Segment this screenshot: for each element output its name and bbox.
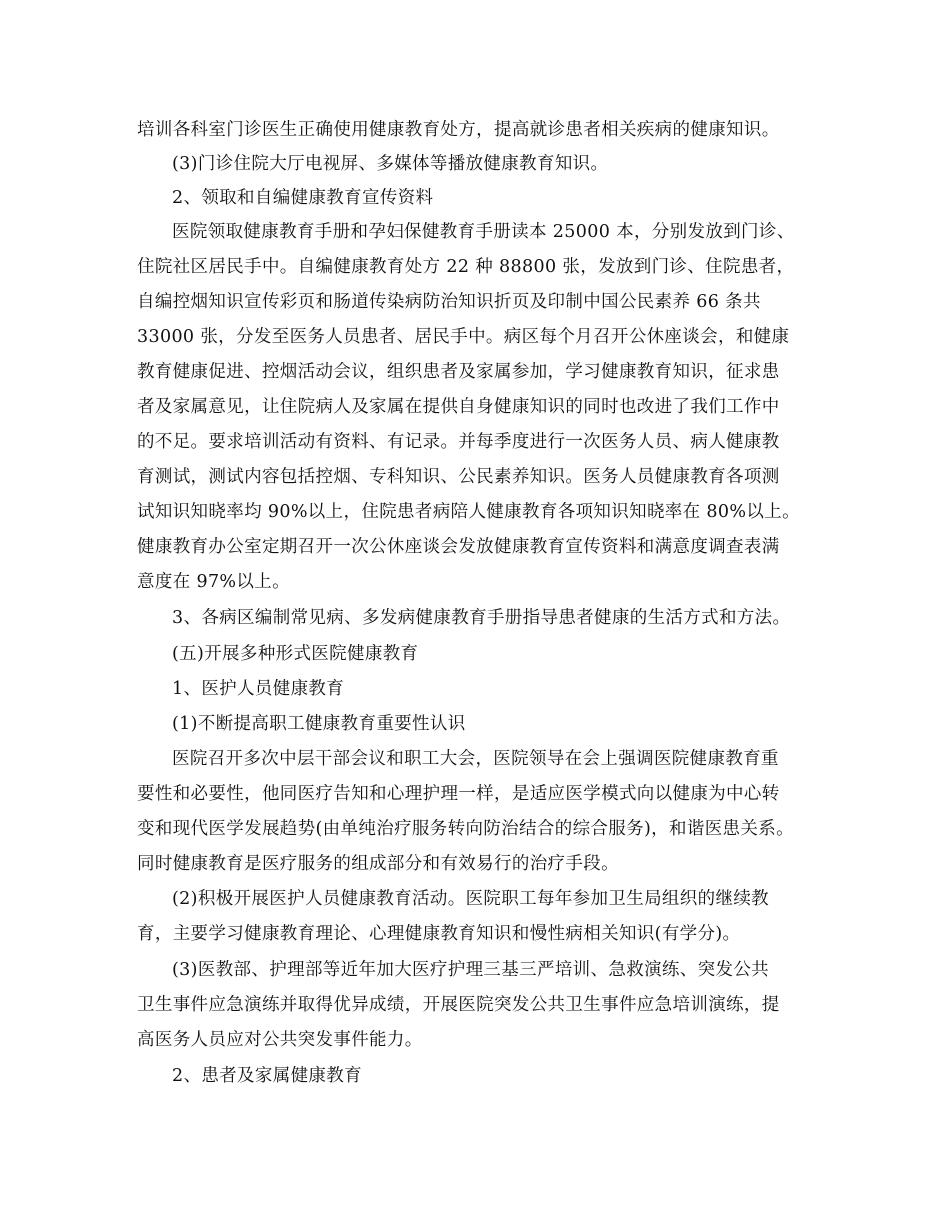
- text-line: 变和现代医学发展趋势(由单纯治疗服务转向防治结合的综合服务)，和谐医患关系。: [137, 819, 794, 839]
- text-line: 同时健康教育是医疗服务的组成部分和有效易行的治疗手段。: [137, 854, 619, 874]
- text-line: 教育健康促进、控烟活动会议，组织患者及家属参加，学习健康教育知识，征求患: [137, 362, 780, 382]
- text-line: 者及家属意见，让住院病人及家属在提供自身健康知识的同时也改进了我们工作中: [137, 397, 780, 417]
- text-line: 培训各科室门诊医生正确使用健康教育处方，提高就诊患者相关疾病的健康知识。: [137, 120, 780, 140]
- text-line: 要性和必要性，他同医疗告知和心理护理一样，是适应医学模式向以健康为中心转: [137, 784, 780, 804]
- text-line: 自编控烟知识宣传彩页和肠道传染病防治知识折页及印制中国公民素养 66 条共: [137, 292, 761, 312]
- text-line: (3)门诊住院大厅电视屏、多媒体等播放健康教育知识。: [172, 154, 609, 174]
- section-heading: 1、医护人员健康教育: [172, 679, 345, 699]
- section-heading: 2、领取和自编健康教育宣传资料: [172, 188, 434, 208]
- text-line: 医院领取健康教育手册和孕妇保健教育手册读本 25000 本，分别发放到门诊、: [172, 222, 795, 242]
- text-line: 健康教育办公室定期召开一次公休座谈会发放健康教育宣传资料和满意度调查表满: [137, 537, 780, 557]
- text-line: 意度在 97%以上。: [137, 572, 290, 592]
- text-line: 的不足。要求培训活动有资料、有记录。并每季度进行一次医务人员、病人健康教: [137, 432, 780, 452]
- text-line: 试知识知晓率均 90%以上，住院患者病陪人健康教育各项知识知晓率在 80%以上。: [137, 502, 800, 522]
- text-line: 卫生事件应急演练并取得优异成绩，开展医院突发公共卫生事件应急培训演练，提: [137, 995, 780, 1015]
- text-line: 医院召开多次中层干部会议和职工大会，医院领导在会上强调医院健康教育重: [172, 749, 779, 769]
- text-line: 高医务人员应对公共突发事件能力。: [137, 1030, 423, 1050]
- text-line: 育，主要学习健康教育理论、心理健康教育知识和慢性病相关知识(有学分)。: [137, 924, 741, 944]
- text-line: (3)医教部、护理部等近年加大医疗护理三基三严培训、急救演练、突发公共: [172, 960, 770, 980]
- text-line: 育测试，测试内容包括控烟、专科知识、公民素养知识。医务人员健康教育各项测: [137, 467, 780, 487]
- section-heading: 2、患者及家属健康教育: [172, 1066, 362, 1086]
- text-line: 3、各病区编制常见病、多发病健康教育手册指导患者健康的生活方式和方法。: [172, 608, 791, 628]
- section-heading: (五)开展多种形式医院健康教育: [172, 644, 419, 664]
- text-line: 33000 张，分发至医务人员患者、居民手中。病区每个月召开公休座谈会，和健康: [137, 327, 790, 347]
- text-line: 住院社区居民手中。自编健康教育处方 22 种 88800 张，发放到门诊、住院患者，: [137, 257, 795, 277]
- text-line: (2)积极开展医护人员健康教育活动。医院职工每年参加卫生局组织的继续教: [172, 889, 770, 909]
- section-heading: (1)不断提高职工健康教育重要性认识: [172, 714, 466, 734]
